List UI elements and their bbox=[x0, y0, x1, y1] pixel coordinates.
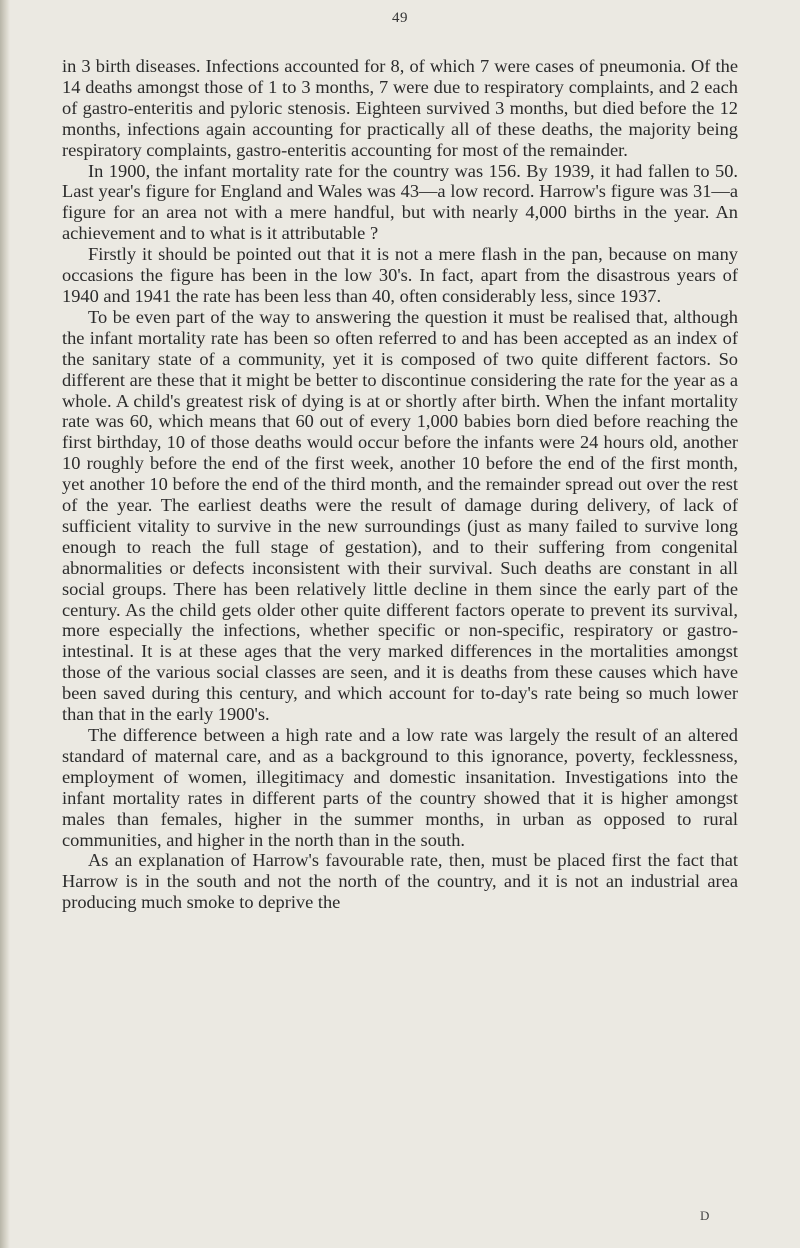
signature-mark: D bbox=[700, 1208, 710, 1223]
paragraph-5: The difference between a high rate and a low rate was largely the result of an altered standard of maternal care, and as a background to this ignorance, poverty, fecklessness, employment of women, illegitimacy and domestic insanitation. Investigations into the infant mortality rates in different parts of the country showed that it is higher amongst males than females, higher in the summer months, in urban as opposed to rural communities, and higher in the north than in the south. bbox=[62, 725, 738, 850]
paragraph-6: As an explanation of Harrow's favourable rate, then, must be placed first the fact that Harrow is in the south and not the north of the country, and it is not an industrial area producing much smoke to deprive the bbox=[62, 850, 738, 913]
page-number: 49 bbox=[392, 10, 408, 26]
page-binding-edge bbox=[0, 0, 10, 1248]
body-text bbox=[62, 56, 738, 913]
paragraph-3: Firstly it should be pointed out that it is not a mere flash in the pan, because on many occasions the figure has been in the low 30's. In fact, apart from the disastrous years of 1940 and 1941 the rate has been less than 40, often considerably less, since 1937. bbox=[62, 244, 738, 306]
paragraph-2: In 1900, the infant mortality rate for the country was 156. By 1939, it had fallen to 50. Last year's figure for England and Wales was 43—a low record. Harrow's figure was 31—a figure for an area not with a mere handful, but with nearly 4,000 births in the year. An achievement and to what is it attributable ? bbox=[62, 160, 738, 244]
paragraph-1: in 3 birth diseases. Infections accounted for 8, of which 7 were cases of pneumonia. Of the 14 deaths amongst those of 1 to 3 months, 7 were due to respiratory complaints, and 2 each of gastro-enteritis and pyloric stenosis. Eighteen survived 3 months, but died before the 12 months, infections again accounting for practically all of these deaths, the majority being respiratory complaints, gastro-enteritis accounting for most of the remainder. bbox=[62, 56, 738, 160]
paragraph-4: To be even part of the way to answering the question it must be realised that, although the infant mortality rate has been so often referred to and has been accepted as an index of the sanitary state of a community, yet it is composed of two quite different factors. So different are these that it might be better to discontinue considering the rate for the year as a whole. A child's greatest risk of dying is at or shortly after birth. When the infant mortality rate was 60, which means that 60 out of every 1,000 babies born died before reaching the first birthday, 10 of those deaths would occur before the infants were 24 hours old, another 10 roughly before the end of the first week, another 10 before the end of the first month, yet another 10 before the end of the third month, and the remainder spread out over the rest of the year. The earliest deaths were the result of damage during delivery, of lack of sufficient vitality to survive in the new surroundings (just as many failed to survive long enough to reach the full stage of gestation), and to their suffering from congenital abnormalities or defects inconsistent with their survival. Such deaths are constant in all social groups. There has been relatively little decline in them since the early part of the century. As the child gets older other quite different factors operate to prevent its survival, more especially the infections, whether specific or non-specific, respiratory or gastro-intestinal. It is at these ages that the very marked differences in the mortalities amongst those of the various social classes are seen, and it is deaths from these causes which have been saved during this century, and which account for to-day's rate being so much lower than that in the early 1900's. bbox=[62, 306, 738, 725]
